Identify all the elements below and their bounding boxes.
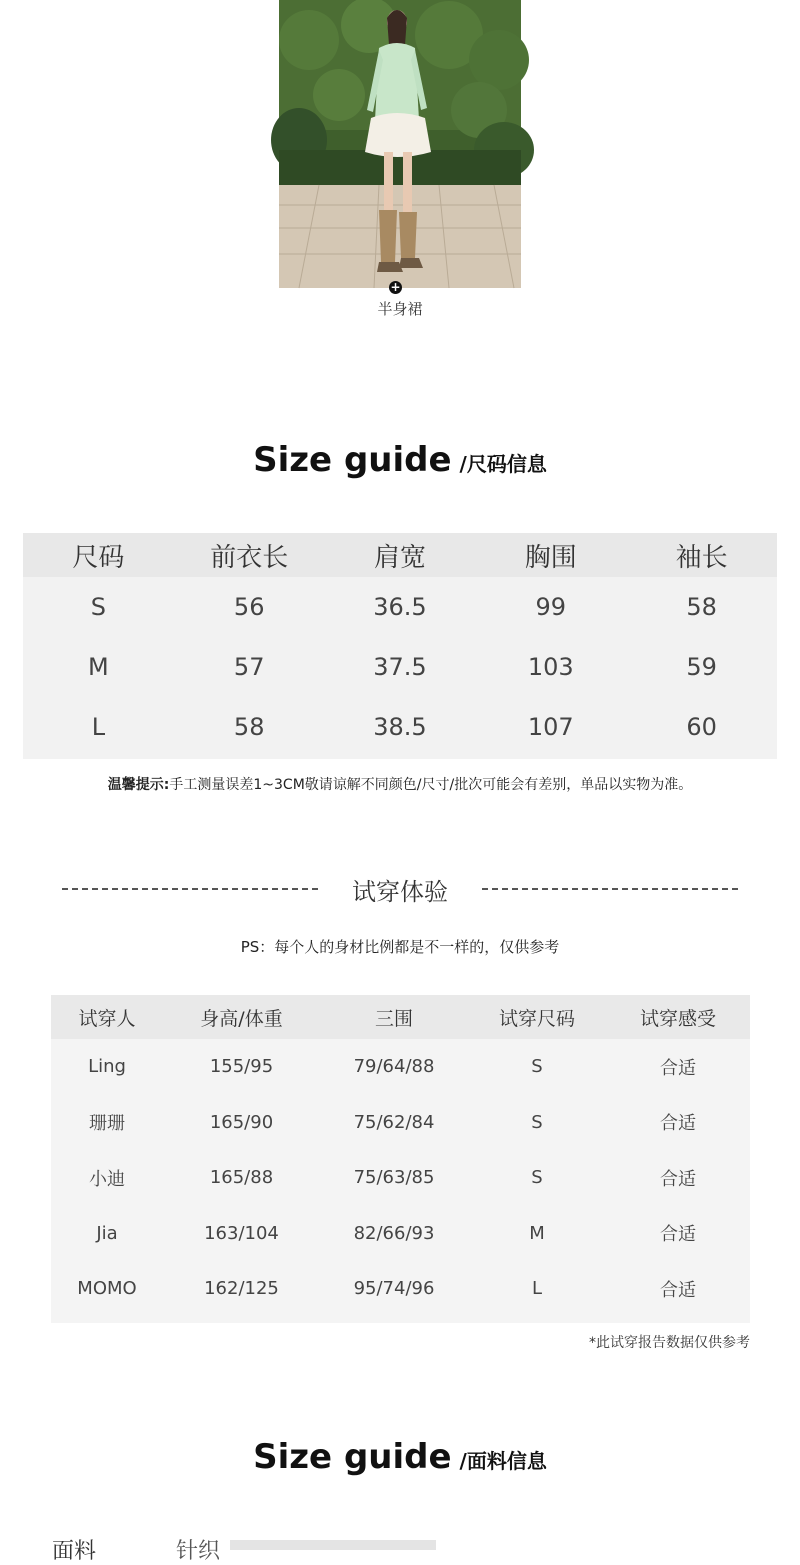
table-cell: 95/74/96 bbox=[353, 1278, 435, 1300]
header-cell: 试穿感受 bbox=[639, 1007, 716, 1030]
header-cell: 尺码 bbox=[72, 542, 125, 573]
tryon-footnote: *此试穿报告数据仅供参考 bbox=[589, 1335, 750, 1351]
table-row bbox=[51, 1150, 750, 1206]
table-cell: 60 bbox=[686, 713, 717, 741]
table-cell: 162/125 bbox=[204, 1278, 279, 1300]
table-cell: M bbox=[529, 1222, 545, 1244]
header-cell: 肩宽 bbox=[373, 542, 426, 573]
size-table-header bbox=[23, 533, 777, 577]
table-cell: 79/64/88 bbox=[353, 1056, 435, 1078]
fabric-guide-title-cn: /面料信息 bbox=[459, 1449, 547, 1473]
table-cell: L bbox=[531, 1278, 543, 1300]
table-row bbox=[23, 577, 777, 637]
table-cell: M bbox=[88, 653, 109, 681]
table-cell: 58 bbox=[686, 593, 717, 621]
table-cell: 合适 bbox=[660, 1113, 696, 1135]
table-cell: L bbox=[91, 713, 106, 741]
product-photo bbox=[279, 0, 521, 288]
table-row bbox=[23, 697, 777, 757]
header-cell: 胸围 bbox=[524, 542, 577, 573]
size-guide-title bbox=[0, 440, 800, 480]
table-cell: 合适 bbox=[660, 1057, 696, 1079]
size-guide-title-cn: /尺码信息 bbox=[459, 452, 547, 476]
table-cell: 107 bbox=[527, 713, 574, 741]
header-cell: 试穿尺码 bbox=[498, 1007, 575, 1030]
table-cell: S bbox=[531, 1167, 543, 1189]
tryon-table-header bbox=[51, 995, 750, 1039]
add-icon[interactable]: + bbox=[390, 280, 401, 294]
table-cell: S bbox=[531, 1111, 543, 1133]
table-cell: 合适 bbox=[660, 1224, 696, 1246]
photo-caption: 半身裙 bbox=[377, 300, 423, 318]
divider bbox=[482, 888, 738, 890]
size-guide-title-en: Size guide bbox=[253, 440, 452, 480]
fabric-label: 面料 bbox=[52, 1539, 97, 1564]
table-cell: 165/90 bbox=[209, 1111, 274, 1133]
table-cell: 小迪 bbox=[89, 1168, 125, 1190]
table-cell: S bbox=[90, 593, 107, 621]
header-cell: 试穿人 bbox=[78, 1007, 136, 1030]
table-row bbox=[51, 1039, 750, 1095]
size-table bbox=[23, 533, 777, 759]
tryon-table bbox=[51, 995, 750, 1323]
header-cell: 前衣长 bbox=[210, 542, 289, 573]
table-cell: 75/63/85 bbox=[353, 1167, 435, 1189]
table-cell: MOMO bbox=[77, 1278, 137, 1300]
header-cell: 身高/体重 bbox=[200, 1007, 283, 1030]
table-row bbox=[51, 1206, 750, 1262]
tryon-header bbox=[0, 872, 800, 906]
table-cell: 155/95 bbox=[209, 1056, 274, 1078]
table-cell: Ling bbox=[88, 1056, 126, 1078]
notice-label: 温馨提示: bbox=[107, 777, 170, 793]
fabric-value: 针织 bbox=[176, 1539, 221, 1564]
table-cell: 38.5 bbox=[373, 713, 427, 741]
tryon-title: 试穿体验 bbox=[352, 878, 448, 906]
table-cell: 165/88 bbox=[209, 1167, 274, 1189]
table-cell: 59 bbox=[686, 653, 717, 681]
tryon-ps: PS：每个人的身材比例都是不一样的，仅供参考 bbox=[240, 938, 560, 956]
table-cell: 56 bbox=[233, 593, 265, 621]
header-cell: 袖长 bbox=[675, 542, 728, 573]
fabric-row bbox=[0, 1534, 800, 1564]
table-cell: 珊珊 bbox=[89, 1113, 125, 1135]
table-cell: 57 bbox=[233, 653, 265, 681]
table-cell: 75/62/84 bbox=[353, 1111, 435, 1133]
table-row bbox=[23, 637, 777, 697]
fabric-guide-title bbox=[0, 1437, 800, 1477]
table-cell: 82/66/93 bbox=[353, 1222, 435, 1244]
table-row bbox=[51, 1095, 750, 1151]
table-cell: 合适 bbox=[660, 1168, 696, 1190]
table-cell: Jia bbox=[96, 1222, 118, 1244]
measurement-notice bbox=[0, 774, 800, 794]
table-cell: 58 bbox=[233, 713, 265, 741]
notice-text: 手工测量误差1~3CM敬请谅解不同颜色/尺寸/批次可能会有差别，单品以实物为准。 bbox=[169, 777, 693, 793]
table-cell: 103 bbox=[527, 653, 574, 681]
table-cell: 37.5 bbox=[373, 653, 427, 681]
table-cell: 163/104 bbox=[204, 1222, 279, 1244]
table-cell: 99 bbox=[535, 593, 567, 621]
fabric-bar bbox=[230, 1540, 436, 1550]
table-row bbox=[51, 1261, 750, 1317]
header-cell: 三围 bbox=[374, 1007, 413, 1030]
table-cell: 36.5 bbox=[373, 593, 427, 621]
table-cell: 合适 bbox=[660, 1279, 696, 1301]
fabric-guide-title-en: Size guide bbox=[253, 1437, 452, 1477]
table-cell: S bbox=[531, 1056, 543, 1078]
